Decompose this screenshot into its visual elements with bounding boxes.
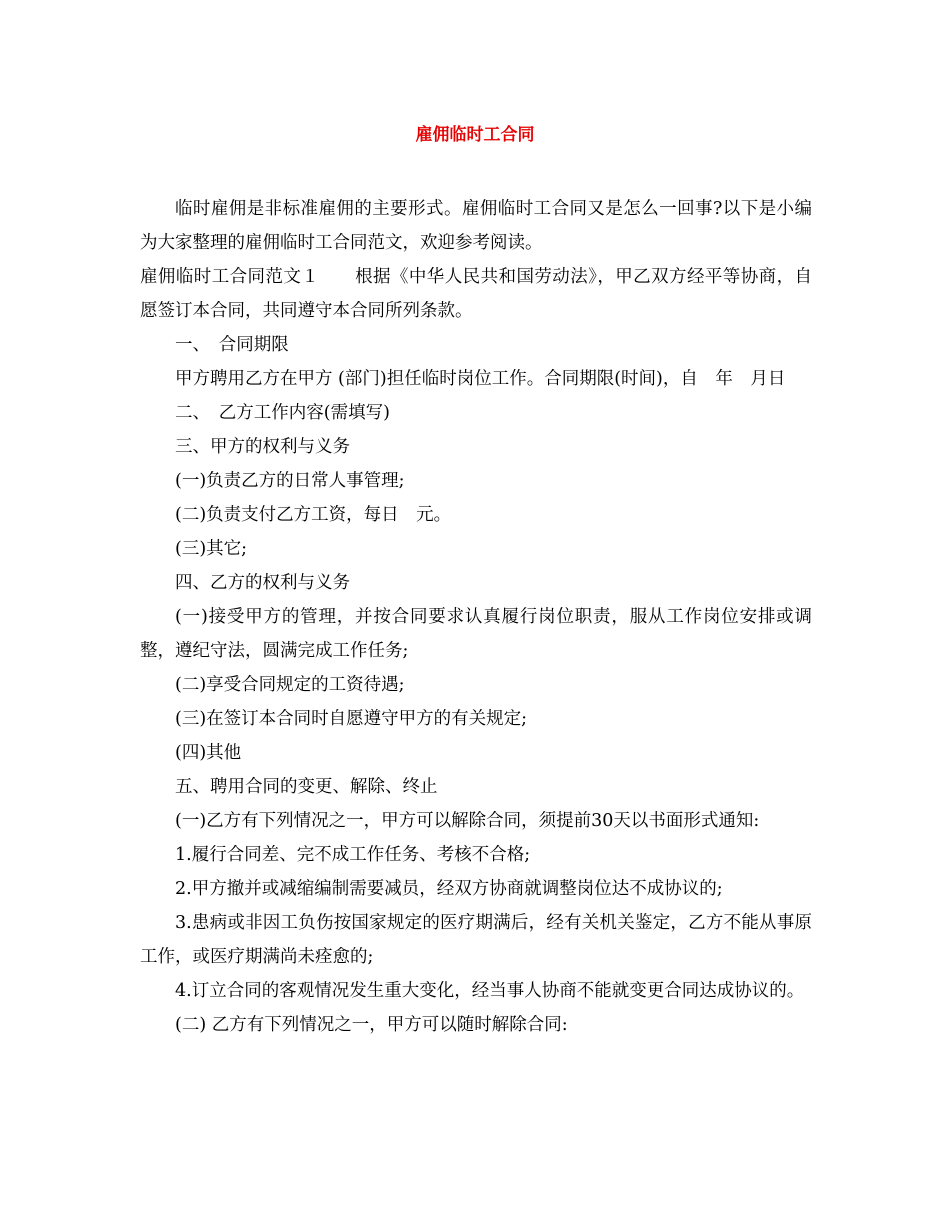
clause-termination-1-item-1: 1.履行合同差、完不成工作任务、考核不合格;: [175, 845, 531, 865]
document-body: [140, 192, 812, 1042]
paragraph-sample-heading: 雇佣临时工合同范文１ 根据《中华人民共和国劳动法》，甲乙双方经平等协商，自愿签订本合同，共同遵守本合同所列条款。: [140, 267, 812, 321]
clause-termination-1-item-4: 4.订立合同的客观情况发生重大变化，经当事人协商不能就变更合同达成协议的。: [175, 981, 805, 1001]
document-title: 雇佣临时工合同: [415, 125, 535, 145]
clause-termination-1-item-3: 3.患病或非因工负伤按国家规定的医疗期满后，经有关机关鉴定，乙方不能从事原工作，或医疗期满尚未痊愈的;: [140, 913, 812, 967]
paragraph-term-detail: 甲方聘用乙方在甲方 (部门)担任临时岗位工作。合同期限(时间)，自 年 月日: [175, 369, 786, 389]
clause-a-3: (三)其它;: [175, 539, 248, 559]
clause-b-2: (二)享受合同规定的工资待遇;: [175, 675, 405, 695]
clause-termination-1: (一)乙方有下列情况之一，甲方可以解除合同，须提前30天以书面形式通知:: [175, 811, 760, 831]
clause-b-3: (三)在签订本合同时自愿遵守甲方的有关规定;: [175, 709, 528, 729]
clause-b-4: (四)其他: [175, 743, 242, 763]
clause-termination-1-item-2: 2.甲方撤并或减缩编制需要减员，经双方协商就调整岗位达不成协议的;: [175, 879, 723, 899]
clause-a-1: (一)负责乙方的日常人事管理;: [175, 471, 405, 491]
section-heading-party-a-rights: 三、甲方的权利与义务: [175, 437, 350, 457]
clause-termination-2: (二) 乙方有下列情况之一，甲方可以随时解除合同:: [175, 1015, 568, 1035]
section-heading-termination: 五、聘用合同的变更、解除、终止: [175, 777, 438, 797]
paragraph-intro: 临时雇佣是非标准雇佣的主要形式。雇佣临时工合同又是怎么一回事?以下是小编为大家整理的雇佣临时工合同范文，欢迎参考阅读。: [140, 199, 812, 253]
section-heading-party-b-rights: 四、乙方的权利与义务: [175, 573, 350, 593]
clause-a-2: (二)负责支付乙方工资，每日 元。: [175, 505, 452, 525]
clause-b-1: (一)接受甲方的管理，并按合同要求认真履行岗位职责，服从工作岗位安排或调整，遵纪守法，圆满完成工作任务;: [140, 607, 812, 661]
section-heading-term: 一、 合同期限: [175, 335, 289, 355]
section-heading-work-content: 二、 乙方工作内容(需填写): [175, 403, 390, 423]
